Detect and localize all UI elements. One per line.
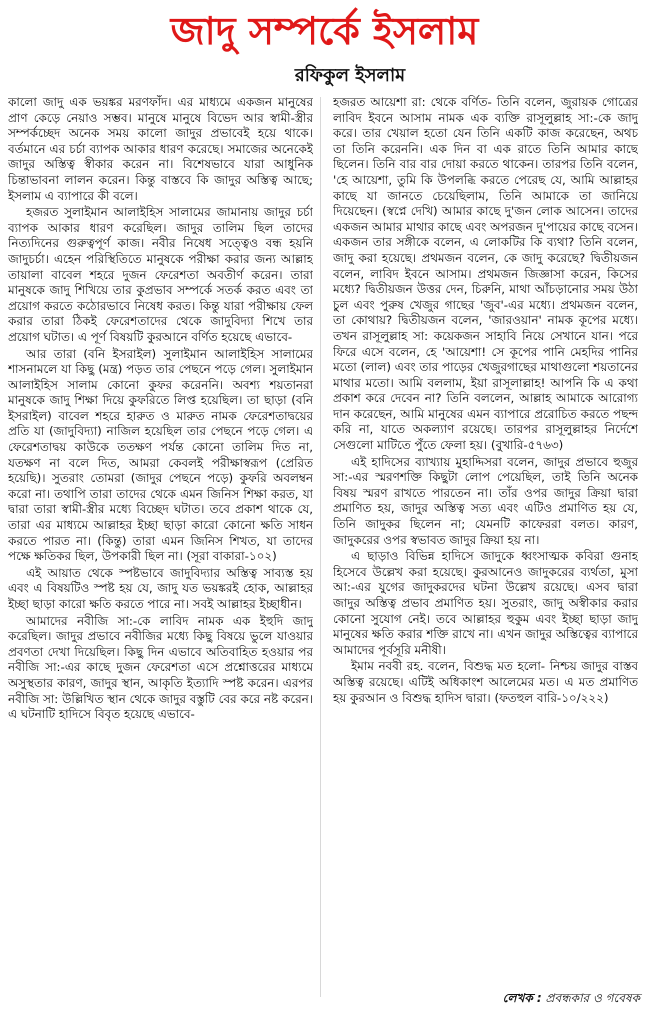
right-column <box>333 95 638 985</box>
article-title: জাদু সম্পর্কে ইসলাম <box>170 9 479 53</box>
paragraph: আমাদের নবীজি সা:-কে লাবিদ নামক এক ইহুদি জাদু করেছিল। জাদুর প্রভাবে নবীজির মধ্যে কিছু বিষয়ে ভুলে যাওয়ার প্রবণতা দেখা দিয়েছিল। কিছু দিন এভাবে অতিবাহিত হওয়ার পর নবীজি সা:-এর কাছে দুজন ফেরেশতা এসে প্রশ্নোত্তরের মাধ্যমে অসুস্থতার কারণ, জাদুর স্থান, আকৃতি ইত্যাদি স্পষ্ট করেন। এরপর নবীজি সা: উল্লিখিত স্থান থেকে জাদুর বস্তুটি বের করে নষ্ট করেন। এ ঘটনাটি হাদিসে বিবৃত হয়েছে এভাবে- <box>8 613 313 722</box>
paragraph: এই হাদিসের ব্যাখ্যায় মুহাদ্দিসরা বলেন, জাদুর প্রভাবে হুজুর সা:-এর স্মরণশক্তি কিছুটা লোপ পেয়েছিল, তাই তিনি অনেক বিষয় স্মরণ রাখতে পারতেন না। তাঁর ওপর জাদুর ক্রিয়া দ্বারা প্রমাণিত হয়, জাদুর অস্তিত্ব সত্য এবং এটিও প্রমাণিত হয় যে, তিনি জাদুকর ছিলেন না; যেমনটি কাফেররা বলত। কারণ, জাদুকরের ওপর স্বভাবত জাদুর ক্রিয়া হয় না। <box>333 454 638 547</box>
column-divider <box>320 97 321 997</box>
hadith-quote: হজরত আয়েশা রা: থেকে বর্ণিত- তিনি বলেন, জুরায়ক গোত্রের লাবিদ ইবনে আসাম নামক এক ব্যক্তি রাসূলুল্লাহ সা:-কে জাদু করে। তার খেয়াল হতো যেন তিনি একটি কাজ করেছেন, অথচ তা তিনি করেননি। এক দিন বা এক রাতে তিনি আমার কাছে ছিলেন। তিনি বার বার দোয়া করতে থাকেন। তারপর তিনি বলেন, 'হে আয়েশা, তুমি কি উপলব্ধি করতে পেরেছ যে, আমি আল্লাহর কাছে যা জানতে চেয়েছিলাম, তিনি আমাকে তা জানিয়ে দিয়েছেন। (স্বপ্নে দেখি) আমার কাছে দু'জন লোক আসেন। তাদের একজন আমার মাথার কাছে এবং অপরজন দু'পায়ের কাছে বসেন। একজন তার সঙ্গীকে বলেন, এ লোকটির কি ব্যথা? তিনি বলেন, জাদু করা হয়েছে। প্রথমজন বলেন, কে জাদু করেছে? দ্বিতীয়জন বলেন, লাবিদ ইবনে আসাম। প্রথমজন জিজ্ঞাসা করেন, কিসের মধ্যে? দ্বিতীয়জন উত্তর দেন, চিরুনি, মাথা আঁচড়ানোর সময় উঠা চুল এবং পুরুষ খেজুর গাছের 'জুব'-এর মধ্যে। প্রথমজন বলেন, তা কোথায়? দ্বিতীয়জন বলেন, 'জারওয়ান' নামক কূপের মধ্যে। তখন রাসূলুল্লাহ সা: কয়েকজন সাহাবি নিয়ে সেখানে যান। পরে ফিরে এসে বলেন, হে 'আয়েশা! সে কূপের পানি মেহদির পানির মতো (লাল) এবং তার পাড়ের খেজুরগাছের মাথাগুলো শয়তানের মাথার মতো। আমি বললাম, ইয়া রাসূলাল্লাহ! আপনি কি এ কথা প্রকাশ করে দেবেন না? তিনি বললেন, আল্লাহ আমাকে আরোগ্য দান করেছেন, আমি মানুষের এমন ব্যাপারে প্ররোচিত করতে পছন্দ করি না, যাতে অকল্যাণ রয়েছে। তারপর রাসূলুল্লাহর নির্দেশে সেগুলো মাটিতে পুঁতে ফেলা হয়। (বুখারি-৫৭৬৩) <box>333 95 638 453</box>
paragraph: ইমাম নববী রহ. বলেন, বিশুদ্ধ মত হলো- নিশ্চয় জাদুর বাস্তব অস্তিত্ব রয়েছে। এটিই অধিকাংশ আলেমের মত। এ মত প্রমাণিত হয় কুরআন ও বিশুদ্ধ হাদিস দ্বারা। (ফতহুল বারি-১০/২২২) <box>333 659 638 705</box>
paragraph: এই আয়াত থেকে স্পষ্টভাবে জাদুবিদ্যার অস্তিত্ব সাব্যস্ত হয় এবং এ বিষয়টিও স্পষ্ট হয় যে, জাদু যত ভয়ঙ্করই হোক, আল্লাহর ইচ্ছা ছাড়া কারো ক্ষতি করতে পারে না। সবই আল্লাহর ইচ্ছাধীন। <box>8 565 313 611</box>
paragraph: হজরত সুলাইমান আলাইহিস সালামের জামানায় জাদুর চর্চা ব্যাপক আকার ধারণ করেছিল। জাদুর তালিম ছিল তাদের নিত্যদিনের গুরুত্বপূর্ণ কাজ। নবীর নিষেধ সত্ত্বেও বন্ধ হয়নি জাদুচর্চা। এহেন পরিস্থিতিতে মানুষকে পরীক্ষা করার জন্য আল্লাহ তায়ালা বাবেল শহরে দুজন ফেরেশতা অবতীর্ণ করেন। তারা মানুষকে জাদু শিখিয়ে তার কুপ্রভাব সম্পর্কে সতর্ক করত এবং তা প্রয়োগ করতে কঠোরভাবে নিষেধ করত। কিন্তু যারা পরীক্ষায় ফেল করার তারা ঠিকই ফেরেশতাদের থেকে জাদুবিদ্যা শিখে তার প্রয়োগ ঘটাত। এ পূর্ণ বিষয়টি কুরআনে বর্ণিত হয়েছে এভাবে- <box>8 205 313 344</box>
article-author: রফিকুল ইসলাম <box>294 65 406 86</box>
paragraph: এ ছাড়াও বিভিন্ন হাদিসে জাদুকে ধ্বংসাত্মক কবিরা গুনাহ হিসেবে উল্লেখ করা হয়েছে। কুরআনেও জাদুকরের ব্যর্থতা, মুসা আ:-এর যুগের জাদুকরদের ঘটনা উল্লেখ রয়েছে। এসব দ্বারা জাদুর অস্তিত্ব প্রভাব প্রমাণিত হয়। সুতরাং, জাদু অস্বীকার করার কোনো সুযোগ নেই। তবে আল্লাহর হুকুম এবং ইচ্ছা ছাড়া জাদু মানুষের ক্ষতি করার শক্তি রাখে না। এখন জাদুর অস্তিত্বের ব্যাপারে আমাদের পূর্বসূরি মনীষী। <box>333 549 638 657</box>
author-note-label: লেখক : <box>502 991 542 1005</box>
left-column <box>8 95 313 975</box>
author-note-text: প্রবন্ধকার ও গবেষক <box>545 991 640 1005</box>
author-note <box>440 990 640 1006</box>
paragraph: কালো জাদু এক ভয়ঙ্কর মরণফাঁদ। এর মাধ্যমে একজন মানুষের প্রাণ কেড়ে নেয়াও সম্ভব। মানুষে মানুষে বিভেদ আর স্বামী-স্ত্রীর সম্পর্কচ্ছেদ অনেক সময় কালো জাদুর প্রভাবেই হয়ে থাকে। বর্তমানে এর চর্চা ব্যাপক আকার ধারণ করেছে। সমাজের অনেকেই জাদুর অস্তিত্ব স্বীকার করেন না। বিশেষভাবে যারা আধুনিক চিন্তাভাবনা লালন করেন। কিন্তু বাস্তবে কি জাদুর অস্তিত্ব আছে; ইসলাম এ ব্যাপারে কী বলে। <box>8 95 313 203</box>
quran-quote: আর তারা (বনি ইসরাইল) সুলাইমান আলাইহিস সালামের শাসনামলে যা কিছু (মন্ত্র) পড়ত তার পেছনে পড়ে গেল। সুলাইমান আলাইহিস সালাম কোনো কুফর করেননি। অবশ্য শয়তানরা মানুষকে জাদু শিক্ষা দিয়ে কুফরিতে লিপ্ত হয়েছিল। তা ছাড়া (বনি ইসরাইল) বাবেল শহরে হারুত ও মারুত নামক ফেরেশতাদ্বয়ের প্রতি যা (জাদুবিদ্যা) নাজিল হয়েছিল তার পেছনে পড়ে গেল। এ ফেরেশতাদ্বয় কাউকে ততক্ষণ পর্যন্ত কোনো তালিম দিত না, যতক্ষণ না বলে দিত, আমরা কেবলই পরীক্ষাস্বরূপ (প্রেরিত হয়েছি)। সুতরাং তোমরা (জাদুর পেছনে পড়ে) কুফরি অবলম্বন করো না। তথাপি তারা তাদের থেকে এমন জিনিস শিক্ষা করত, যা দ্বারা তারা স্বামী-স্ত্রীর মধ্যে বিচ্ছেদ ঘটাত। তবে প্রকাশ থাকে যে, তারা এর মাধ্যমে আল্লাহর ইচ্ছা ছাড়া কারো কোনো ক্ষতি সাধন করতে পারত না। (কিন্তু) তারা এমন জিনিস শিখত, যা তাদের পক্ষে ক্ষতিকর ছিল, উপকারী ছিল না। (সূরা বাকারা-১০২) <box>8 346 313 564</box>
